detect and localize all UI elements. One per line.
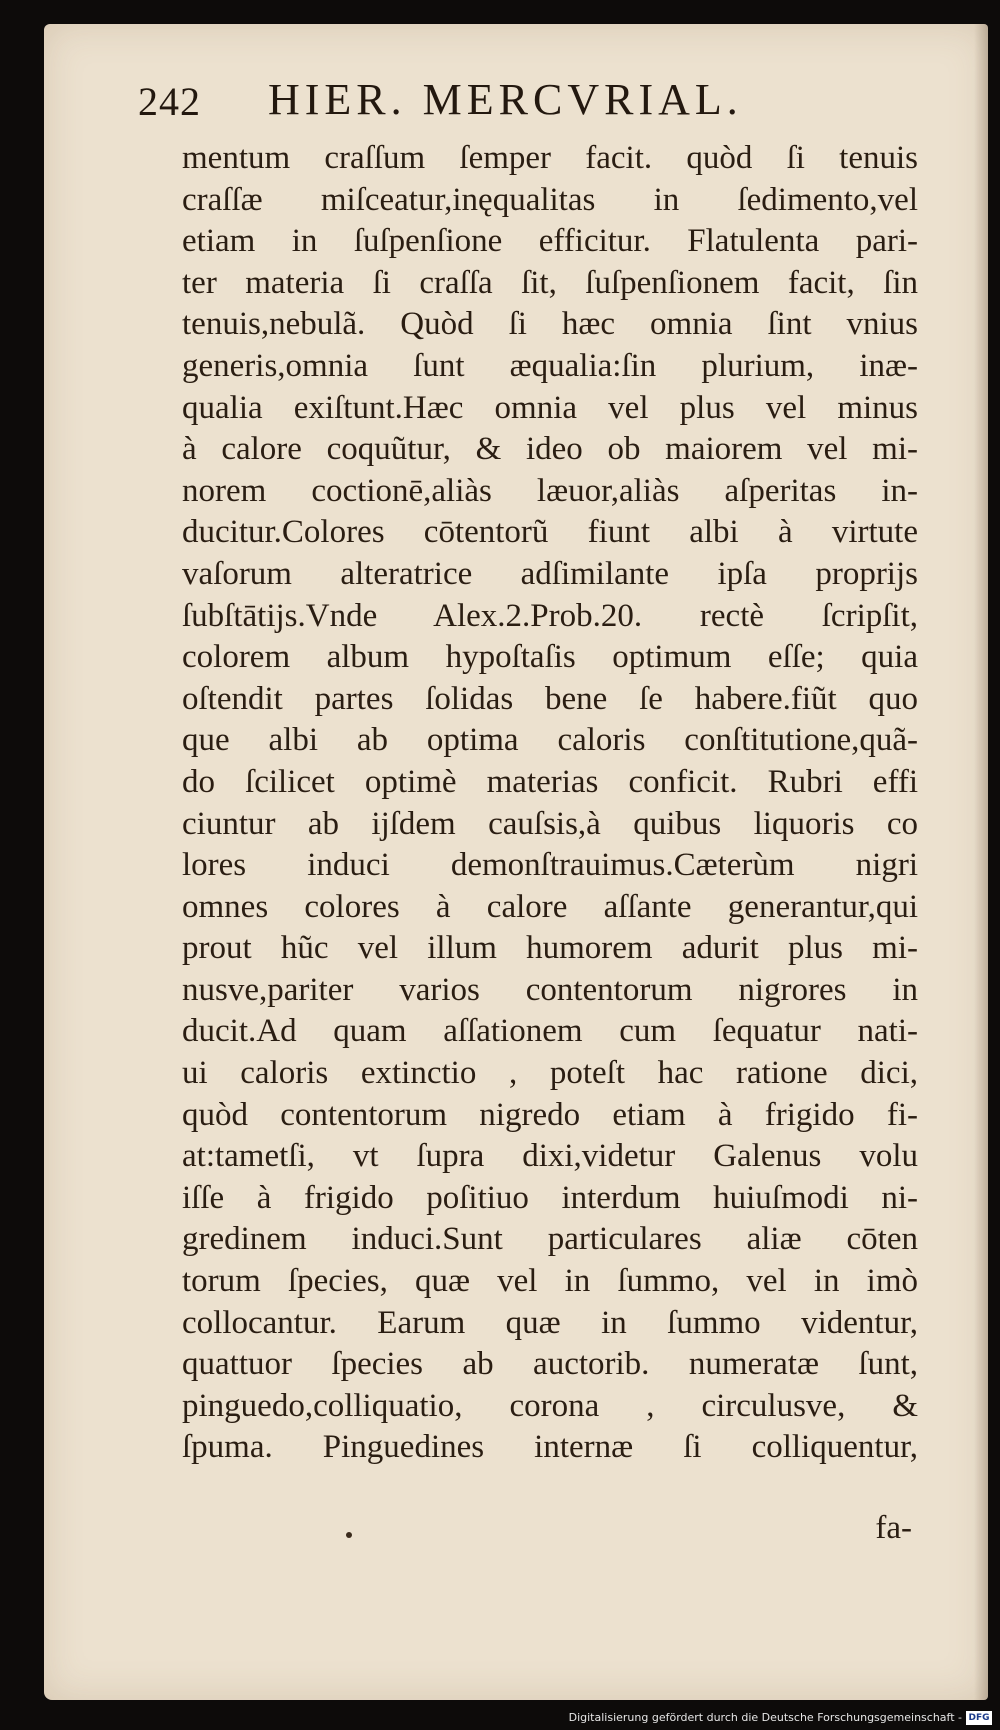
- text-line: tenuis,nebulã. Quòd ſi hæc omnia ſint vnius: [182, 306, 918, 343]
- text-line: qualia exiſtunt.Hæc omnia vel plus vel minus: [182, 389, 918, 426]
- page-header: [138, 74, 858, 134]
- catchword: fa-: [875, 1510, 912, 1546]
- text-line: quattuor ſpecies ab auctorib. numeratæ ſunt,: [182, 1346, 918, 1383]
- ink-dot: [346, 1532, 352, 1538]
- text-line: at:tametſi, vt ſupra dixi,videtur Galenus volu: [182, 1138, 918, 1175]
- text-line: quòd contentorum nigredo etiam à frigido fi-: [182, 1096, 918, 1133]
- body-text: [182, 138, 918, 1469]
- text-line: que albi ab optima caloris conſtitutione,quã-: [182, 722, 918, 759]
- text-line: ſubſtātijs.Vnde Alex.2.Prob.20. rectè ſcripſit,: [182, 597, 918, 634]
- text-line: colorem album hypoſtaſis optimum eſſe; quia: [182, 639, 918, 676]
- text-line: collocantur. Earum quæ in ſummo videntur,: [182, 1304, 918, 1341]
- footer-bar: [0, 1706, 1000, 1730]
- text-line: vaſorum alteratrice adſimilante ipſa proprijs: [182, 555, 918, 592]
- text-line: prout hũc vel illum humorem adurit plus mi-: [182, 930, 918, 967]
- text-line: craſſæ miſceatur,inęqualitas in ſedimento,vel: [182, 181, 918, 218]
- text-line: omnes colores à calore aſſante generantur,qui: [182, 888, 918, 925]
- text-line: ducit.Ad quam aſſationem cum ſequatur nati-: [182, 1013, 918, 1050]
- text-line: pinguedo,colliquatio, corona , circulusve, &: [182, 1387, 918, 1424]
- dfg-logo: DFG: [966, 1711, 992, 1725]
- text-line: ſpuma. Pinguedines internæ ſi colliquentur,: [182, 1429, 918, 1466]
- text-line: ter materia ſi craſſa ſit, ſuſpenſionem facit, ſin: [182, 264, 918, 301]
- text-line: generis,omnia ſunt æqualia:ſin plurium, inæ-: [182, 347, 918, 384]
- text-line: ui caloris extinctio , poteſt hac ratione dici,: [182, 1055, 918, 1092]
- text-line: torum ſpecies, quæ vel in ſummo, vel in imò: [182, 1263, 918, 1300]
- text-line: lores induci demonſtrauimus.Cæterùm nigri: [182, 847, 918, 884]
- text-line: nusve,pariter varios contentorum nigrores in: [182, 971, 918, 1008]
- running-head: HIER. MERCVRIAL.: [268, 75, 743, 124]
- text-line: oſtendit partes ſolidas bene ſe habere.fiũt quo: [182, 680, 918, 717]
- text-line: iſſe à frigido poſitiuo interdum huiuſmodi ni-: [182, 1179, 918, 1216]
- page-number: 242: [138, 79, 201, 124]
- text-line: ciuntur ab ijſdem cauſsis,à quibus liquoris co: [182, 805, 918, 842]
- page-edge-shadow: [974, 24, 988, 1700]
- text-line: à calore coquũtur, & ideo ob maiorem vel mi-: [182, 431, 918, 468]
- text-line: ducitur.Colores cōtentorũ fiunt albi à virtute: [182, 514, 918, 551]
- text-line: etiam in ſuſpenſione efficitur. Flatulenta pari-: [182, 223, 918, 260]
- digitization-credit: Digitalisierung gefördert durch die Deutsche Forschungsgemeinschaft -: [568, 1711, 962, 1724]
- text-line: gredinem induci.Sunt particulares aliæ cōten: [182, 1221, 918, 1258]
- text-line: mentum craſſum ſemper facit. quòd ſi tenuis: [182, 140, 918, 176]
- text-line: do ſcilicet optimè materias conficit. Rubri effi: [182, 763, 918, 800]
- text-line: norem coctionē,aliàs læuor,aliàs aſperitas in-: [182, 472, 918, 509]
